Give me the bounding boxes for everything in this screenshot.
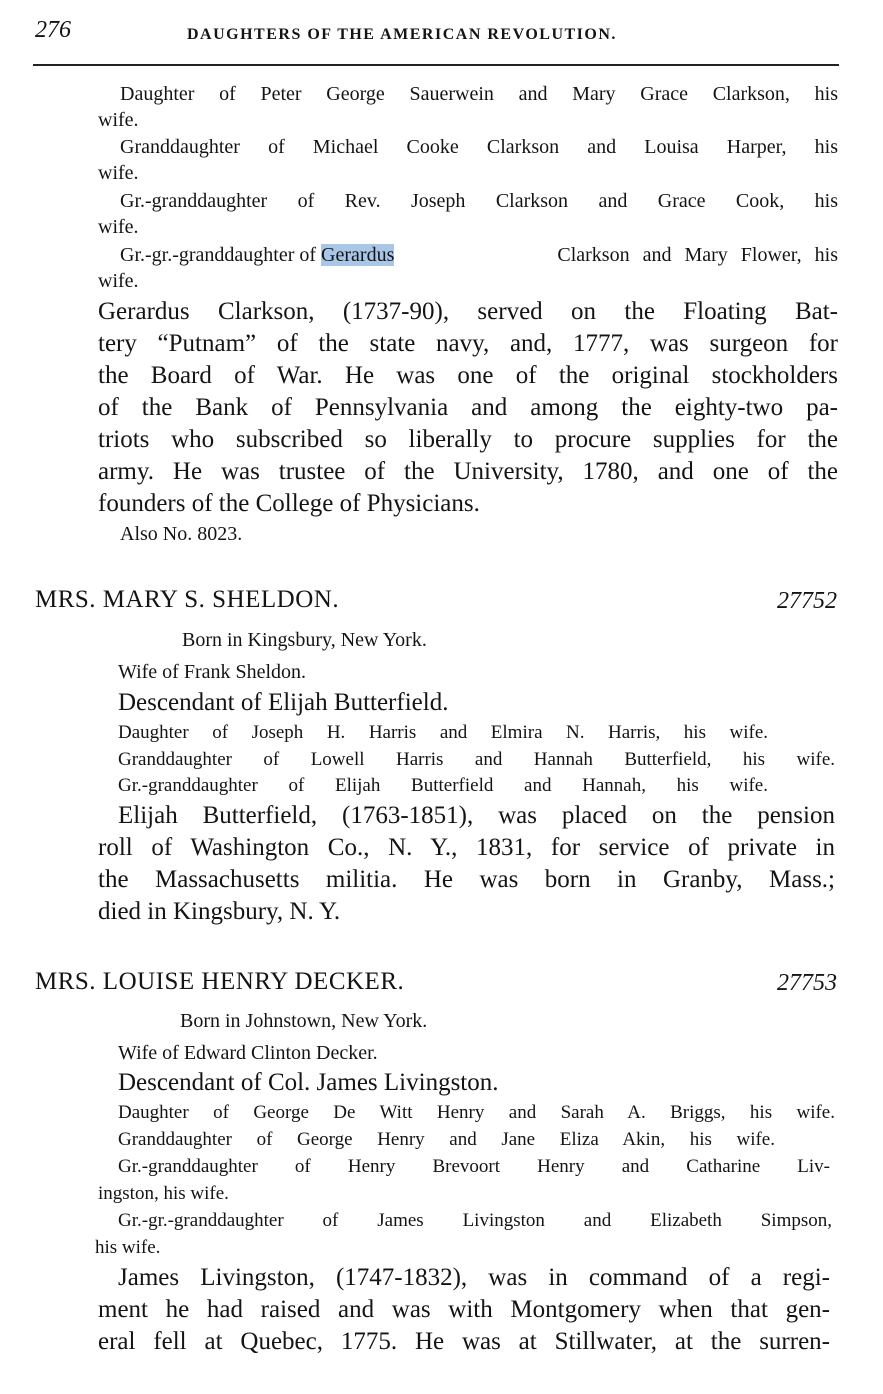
bio-line: Gerardus Clarkson, (1737-90), served on the Floating Bat- (98, 298, 838, 325)
lineage-line: Gr.-granddaughter of Henry Brevoort Henry and Catharine Liv- (118, 1156, 830, 1177)
bio-line: eral fell at Quebec, 1775. He was at Stillwater, at the surren- (98, 1328, 830, 1355)
bio-line: James Livingston, (1747-1832), was in command of a regi- (118, 1264, 830, 1291)
lineage-line: wife. (98, 216, 139, 238)
entry-number: 27753 (777, 970, 837, 996)
lineage-line: Granddaughter of Lowell Harris and Hannah Butterfield, his wife. (118, 749, 835, 770)
entry-name: MRS. LOUISE HENRY DECKER. (35, 968, 405, 995)
bio-line: army. He was trustee of the University, 1780, and one of the (98, 458, 838, 485)
lineage-line: wife. (98, 270, 139, 292)
cross-reference: Also No. 8023. (120, 523, 243, 545)
lineage-line: Gr.-granddaughter of Rev. Joseph Clarkson and Grace Cook, his (120, 190, 838, 212)
lineage-line: wife. (98, 162, 139, 184)
lineage-line: ingston, his wife. (98, 1183, 229, 1204)
bio-line: of the Bank of Pennsylvania and among the eighty-two pa- (98, 394, 838, 421)
lineage-line: Daughter of Peter George Sauerwein and Mary Grace Clarkson, his (120, 83, 838, 105)
lineage-text (120, 245, 394, 265)
lineage-prefix: Gr.-gr.-granddaughter of (120, 244, 322, 266)
page-number: 276 (35, 17, 71, 43)
lineage-rest: Clarkson and Mary Flower, his (544, 244, 838, 266)
spouse: Wife of Frank Sheldon. (118, 661, 307, 683)
bio-line: Elijah Butterfield, (1763-1851), was placed on the pension (118, 802, 835, 829)
running-title: DAUGHTERS OF THE AMERICAN REVOLUTION. (187, 26, 617, 43)
birthplace: Born in Johnstown, New York. (180, 1010, 428, 1032)
lineage-line: Daughter of George De Witt Henry and Sarah A. Briggs, his wife. (118, 1102, 835, 1123)
bio-line: ment he had raised and was with Montgomery when that gen- (98, 1296, 830, 1323)
entry-name: MRS. MARY S. SHELDON. (35, 586, 340, 613)
birthplace: Born in Kingsbury, New York. (182, 629, 427, 651)
lineage-line (120, 245, 838, 265)
lineage-line: Gr.-granddaughter of Elijah Butterfield and Hannah, his wife. (118, 775, 768, 796)
lineage-line: wife. (98, 109, 139, 131)
header-rule (33, 64, 839, 66)
highlighted-text[interactable]: Gerardus (321, 244, 395, 266)
lineage-line: Granddaughter of Michael Cooke Clarkson and Louisa Harper, his (120, 136, 838, 158)
bio-line: the Board of War. He was one of the original stockholders (98, 362, 838, 389)
lineage-line: his wife. (95, 1237, 161, 1258)
descendant-of: Descendant of Col. James Livingston. (118, 1069, 499, 1096)
bio-line: roll of Washington Co., N. Y., 1831, for service of private in (98, 834, 835, 861)
bio-line: the Massachusetts militia. He was born in Granby, Mass.; (98, 866, 835, 893)
lineage-line: Gr.-gr.-granddaughter of James Livingston and Elizabeth Simpson, (118, 1210, 832, 1231)
descendant-of: Descendant of Elijah Butterfield. (118, 689, 449, 716)
lineage-line: Granddaughter of George Henry and Jane Eliza Akin, his wife. (118, 1129, 775, 1150)
bio-line: died in Kingsbury, N. Y. (98, 898, 341, 925)
entry-number: 27752 (777, 588, 837, 614)
spouse: Wife of Edward Clinton Decker. (118, 1042, 378, 1064)
bio-line: tery “Putnam” of the state navy, and, 1777, was surgeon for (98, 330, 838, 357)
bio-line: founders of the College of Physicians. (98, 490, 480, 517)
lineage-line: Daughter of Joseph H. Harris and Elmira N. Harris, his wife. (118, 722, 768, 743)
bio-line: triots who subscribed so liberally to procure supplies for the (98, 426, 838, 453)
